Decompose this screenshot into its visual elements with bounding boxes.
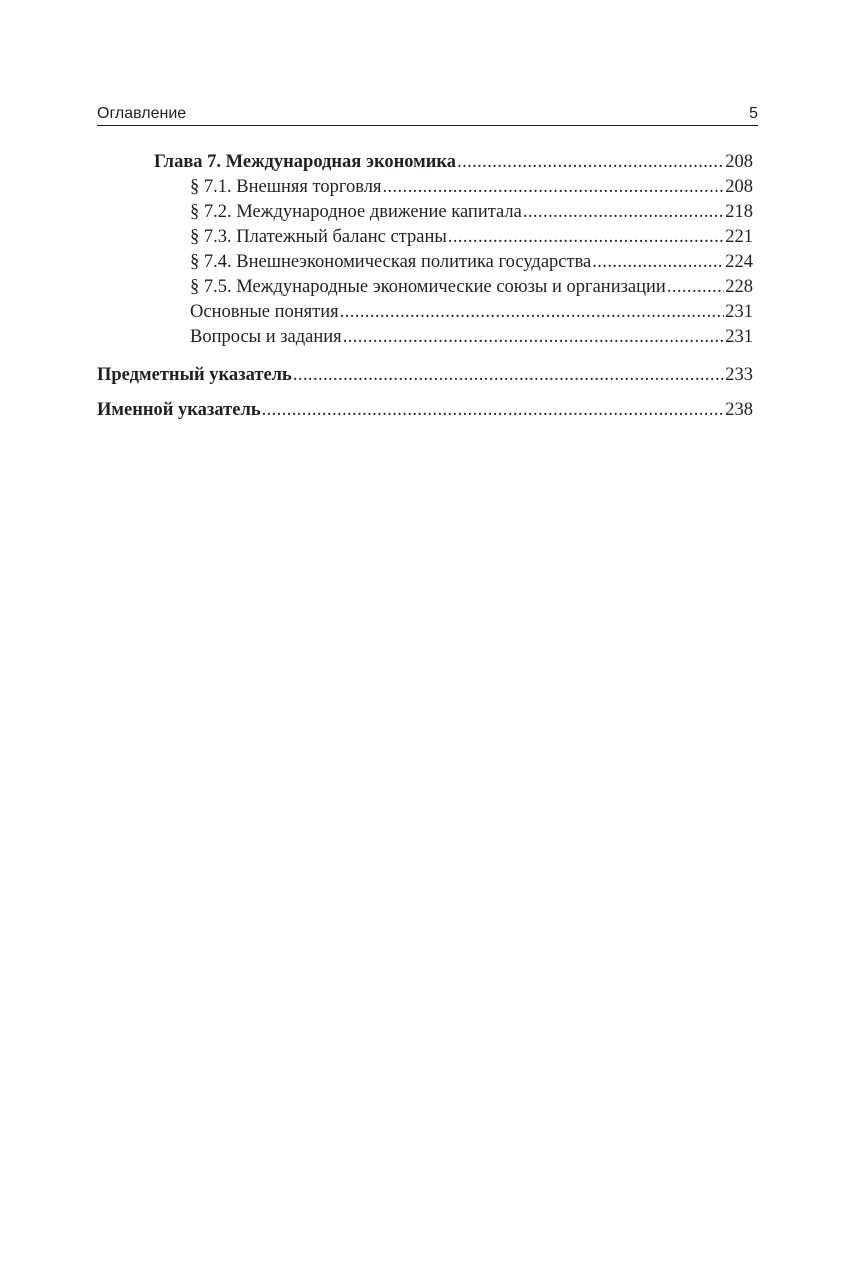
toc-entry-label: Глава 7. Международная экономика (154, 152, 457, 172)
dot-leader (340, 300, 725, 325)
toc-entry-page: 238 (725, 400, 753, 420)
toc-entry-page: 218 (725, 202, 753, 222)
toc-entry-page: 208 (725, 152, 753, 172)
toc-entry-page: 224 (725, 252, 753, 272)
toc-entry-label: Вопросы и задания (190, 327, 342, 347)
toc-subject-index[interactable] (97, 363, 753, 388)
toc-entry-page: 228 (725, 277, 753, 297)
toc-section-7-2[interactable] (97, 200, 753, 225)
header-title: Оглавление (97, 105, 187, 122)
toc-section-7-3[interactable] (97, 225, 753, 250)
toc-entry-page: 233 (725, 365, 753, 385)
toc-entry-page: 231 (725, 302, 753, 322)
toc-entry-label: Предметный указатель (97, 365, 292, 385)
toc-entry-label: § 7.1. Внешняя торговля (190, 177, 382, 197)
toc-section-7-4[interactable] (97, 250, 753, 275)
toc-key-concepts[interactable] (97, 300, 753, 325)
table-of-contents (97, 150, 753, 423)
toc-chapter-7[interactable] (97, 150, 753, 175)
toc-name-index[interactable] (97, 398, 753, 423)
dot-leader (592, 250, 724, 275)
dot-leader (343, 325, 725, 350)
toc-entry-label: § 7.2. Международное движение капитала (190, 202, 522, 222)
dot-leader (523, 200, 724, 225)
toc-entry-label: Именной указатель (97, 400, 261, 420)
dot-leader (667, 275, 724, 300)
running-header (97, 103, 758, 126)
toc-questions-tasks[interactable] (97, 325, 753, 350)
toc-entry-page: 221 (725, 227, 753, 247)
toc-entry-label: § 7.5. Международные экономические союзы и организации (190, 277, 666, 297)
toc-entry-label: § 7.3. Платежный баланс страны (190, 227, 447, 247)
header-page-number: 5 (749, 105, 758, 122)
dot-leader (382, 175, 724, 200)
dot-leader (457, 150, 724, 175)
dot-leader (448, 225, 724, 250)
toc-section-7-1[interactable] (97, 175, 753, 200)
toc-entry-page: 208 (725, 177, 753, 197)
toc-entry-label: § 7.4. Внешнеэкономическая политика государства (190, 252, 592, 272)
dot-leader (293, 363, 724, 388)
toc-section-7-5[interactable] (97, 275, 753, 300)
dot-leader (262, 398, 725, 423)
toc-entry-label: Основные понятия (190, 302, 339, 322)
toc-entry-page: 231 (725, 327, 753, 347)
